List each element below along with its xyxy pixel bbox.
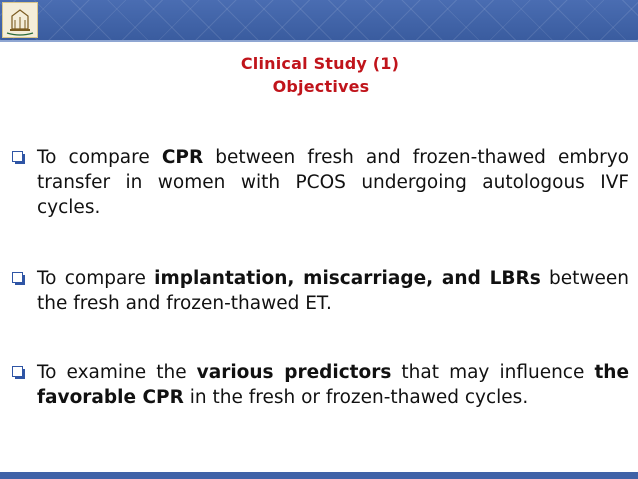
square-bullet-icon [12,151,25,164]
bullet-text [37,145,629,220]
header-divider [0,40,638,42]
slide-subtitle: Objectives [272,77,370,96]
square-bullet-icon [12,272,25,285]
bullet-text-part: between fresh and frozen-thawed embryo transfer in women with PCOS undergoing autologous IVF cycles. [37,147,629,218]
logo-graphic [3,3,37,37]
bullet-text-part: To compare [37,268,155,289]
bullet-text-part: To compare [37,147,162,168]
bullet-text [37,266,629,316]
square-bullet-icon [12,366,25,379]
slide-title: Clinical Study (1) [240,54,400,73]
bullet-text-bold: CPR [161,147,204,168]
footer-band [0,472,638,479]
bullet-text-bold: various predictors [196,362,392,383]
bullet-text-part: in the fresh or frozen-thawed cycles. [183,387,529,408]
title-block [0,52,638,98]
bullet-text-bold: implantation, miscarriage, and LBRs [154,268,541,289]
bullet-text-bold: the favorable CPR [37,362,629,408]
university-logo-icon [2,2,38,38]
bullet-text-part: To examine the [37,362,197,383]
bullet-text [37,360,629,410]
bullet-text-part: between the fresh and frozen-thawed ET. [37,268,629,314]
bullet-text-part: that may influence [391,362,595,383]
header-band [0,0,638,40]
